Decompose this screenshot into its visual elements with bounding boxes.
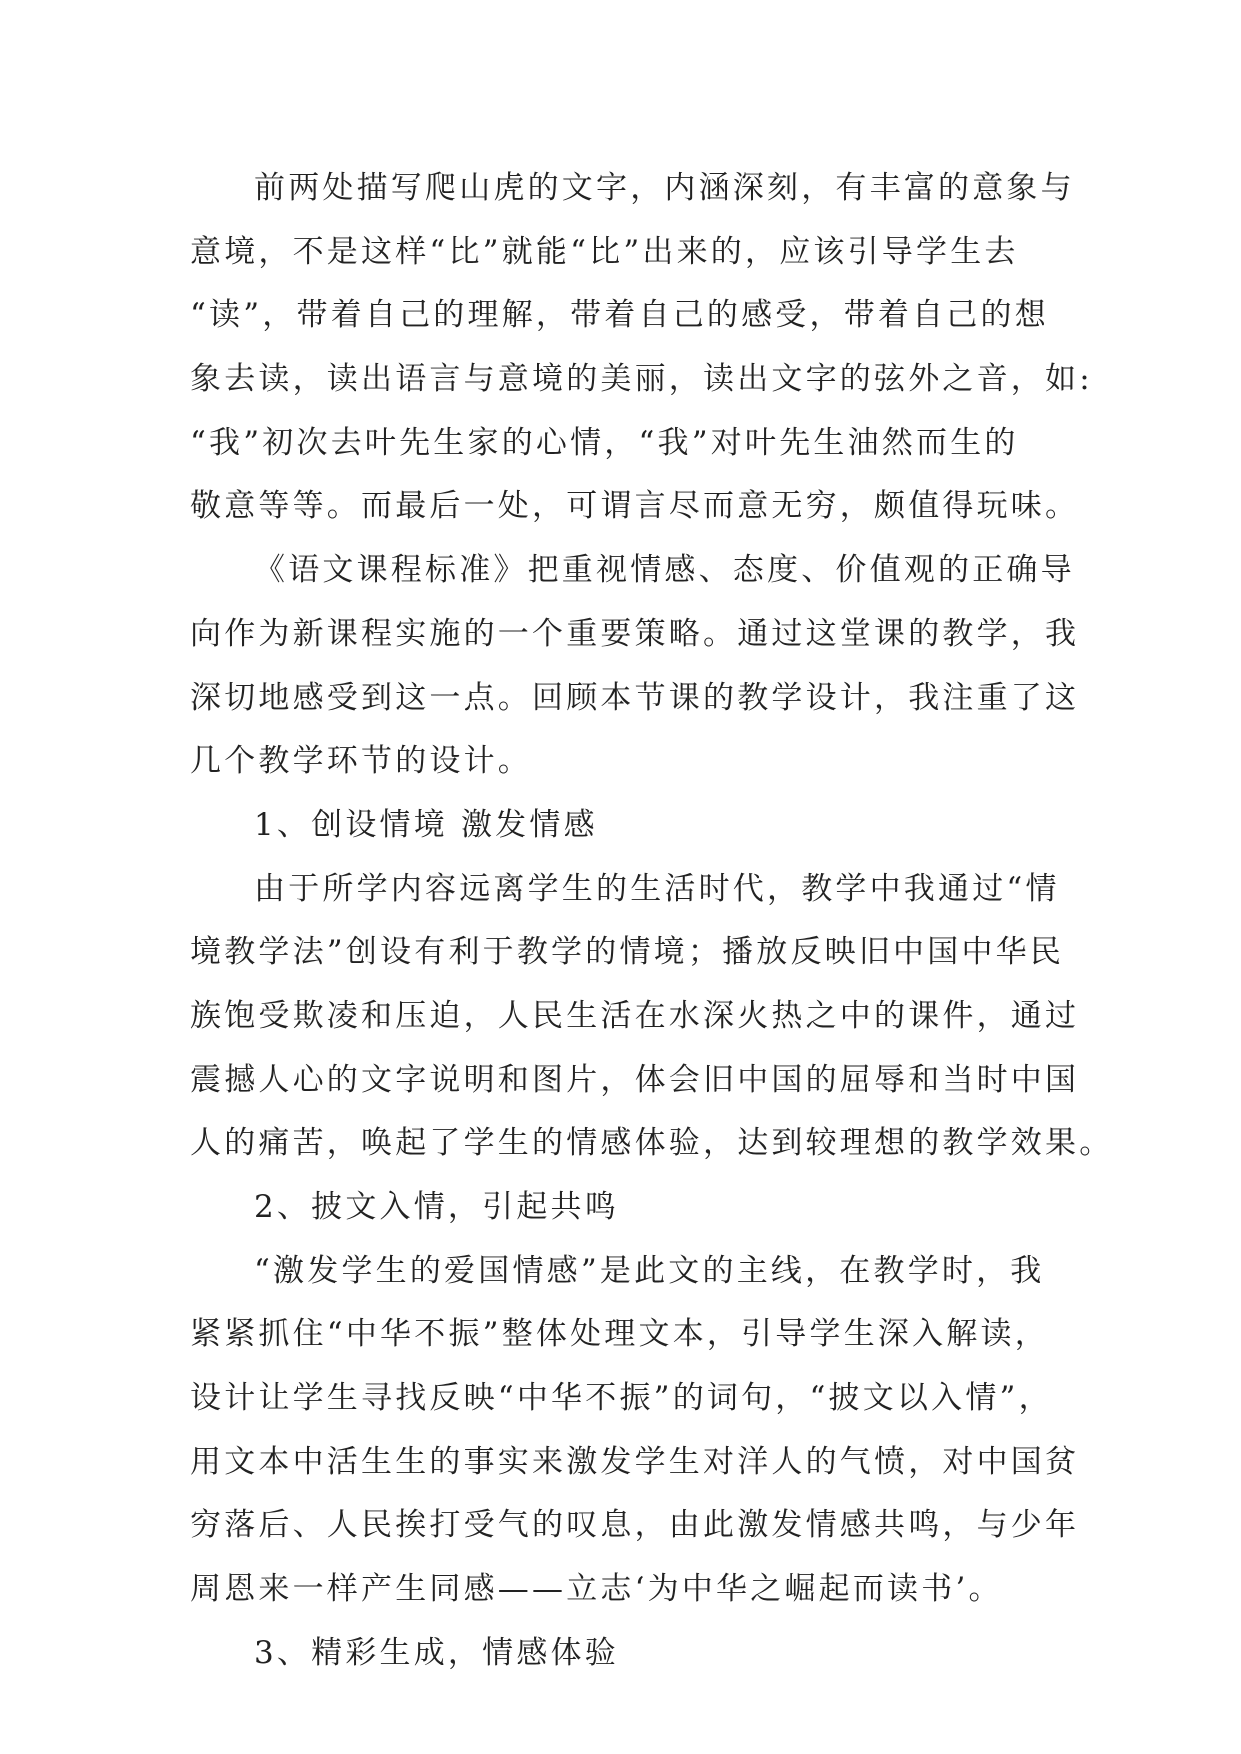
paragraph-line: 向作为新课程实施的一个重要策略。通过这堂课的教学，我	[190, 615, 1080, 652]
paragraph-line: 族饱受欺凌和压迫，人民生活在水深火热之中的课件，通过	[190, 997, 1080, 1034]
paragraph-line: 意境，不是这样“比”就能“比”出来的，应该引导学生去	[190, 233, 1019, 270]
paragraph-line: “我”初次去叶先生家的心情，“我”对叶先生油然而生的	[190, 424, 1019, 461]
document-body	[190, 157, 1114, 1686]
paragraph-line: 《语文课程标准》把重视情感、态度、价值观的正确导	[254, 552, 1075, 589]
paragraph-line: 周恩来一样产生同感——立志‘为中华之崛起而读书’。	[190, 1571, 1003, 1608]
paragraph-line: 几个教学环节的设计。	[190, 743, 532, 780]
paragraph-line: 敬意等等。而最后一处，可谓言尽而意无穷，颇值得玩味。	[190, 488, 1080, 525]
paragraph-line: 象去读，读出语言与意境的美丽，读出文字的弦外之音，如:	[190, 361, 1093, 398]
paragraph-line: 深切地感受到这一点。回顾本节课的教学设计，我注重了这	[190, 679, 1080, 716]
paragraph-line: 前两处描写爬山虎的文字，内涵深刻，有丰富的意象与	[254, 170, 1075, 206]
paragraph-line: 震撼人心的文字说明和图片，体会旧中国的屈辱和当时中国	[190, 1061, 1080, 1098]
paragraph-line: “读”，带着自己的理解，带着自己的感受，带着自己的想	[190, 297, 1049, 334]
paragraph-line: 紧紧抓住“中华不振”整体处理文本，引导学生深入解读，	[190, 1316, 1049, 1353]
paragraph-line: “激发学生的爱国情感”是此文的主线，在教学时，我	[254, 1252, 1045, 1289]
paragraph-line: 由于所学内容远离学生的生活时代，教学中我通过“情	[254, 870, 1060, 907]
paragraph-line: 设计让学生寻找反映“中华不振”的词句，“披文以入情”，	[190, 1380, 1053, 1417]
section-heading: 1、创设情境 激发情感	[254, 806, 598, 843]
section-heading: 2、披文入情，引起共鸣	[254, 1189, 619, 1225]
section-heading: 3、精彩生成，情感体验	[254, 1634, 619, 1671]
paragraph-line: 境教学法”创设有利于教学的情境；播放反映旧中国中华民	[190, 934, 1065, 971]
paragraph-line: 用文本中活生生的事实来激发学生对洋人的气愤，对中国贫	[190, 1443, 1080, 1480]
paragraph-line: 人的痛苦，唤起了学生的情感体验，达到较理想的教学效果。	[190, 1125, 1114, 1162]
paragraph-line: 穷落后、人民挨打受气的叹息，由此激发情感共鸣，与少年	[190, 1507, 1080, 1544]
